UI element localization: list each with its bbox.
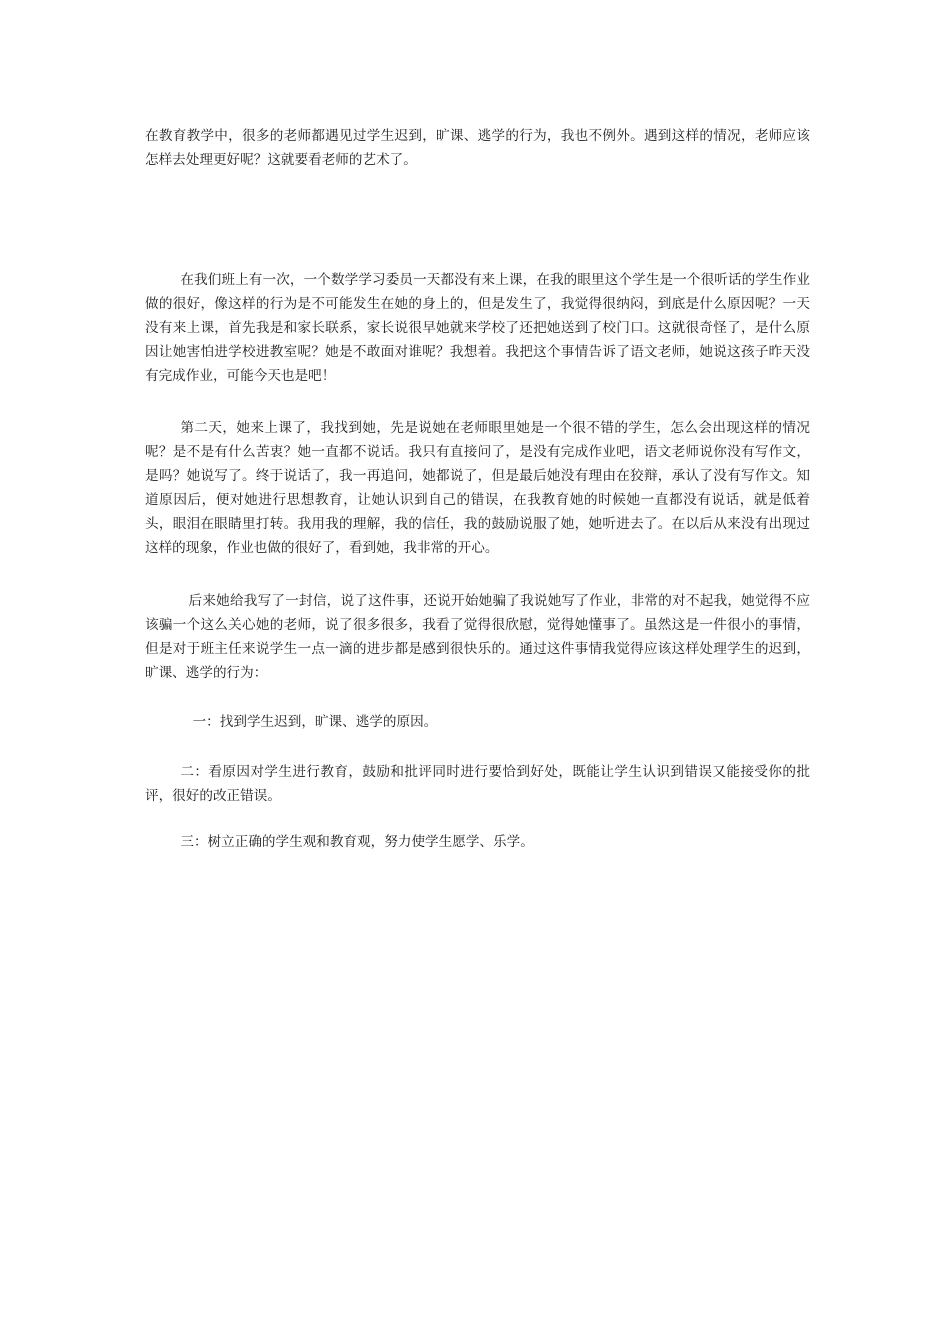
point-one: 一：找到学生迟到，旷课、逃学的原因。	[192, 714, 438, 730]
point-three: 三：树立正确的学生观和教育观，努力使学生愿学、乐学。	[180, 834, 534, 850]
next-day-paragraph: 第二天，她来上课了，我找到她，先是说她在老师眼里她是一个很不错的学生，怎么会出现这样的情况呢？是不是有什么苦衷？她一直都不说话。我只有直接问了，是没有完成作业吧，语文老师说你没有写作文，是吗？她说写了。终于说话了，我一再追问，她都说了，但是最后她没有理由在狡辩，承认了没有写作文。知道原因后，便对她进行思想教育，让她认识到自己的错误，在我教育她的时候她一直都没有说话，就是低着头，眼泪在眼睛里打转。我用我的理解，我的信任，我的鼓励说服了她，她听进去了。在以后从来没有出现过这样的现象，作业也做的很好了，看到她，我非常的开心。	[145, 420, 810, 556]
point-two: 二：看原因对学生进行教育，鼓励和批评同时进行要恰到好处，既能让学生认识到错误又能接受你的批评，很好的改正错误。	[145, 764, 810, 804]
story-paragraph: 在我们班上有一次，一个数学学习委员一天都没有来上课，在我的眼里这个学生是一个很听话的学生作业做的很好，像这样的行为是不可能发生在她的身上的，但是发生了，我觉得很纳闷，到底是什么原因呢？一天没有来上课，首先我是和家长联系，家长说很早她就来学校了还把她送到了校门口。这就很奇怪了，是什么原因让她害怕进学校进教室呢？她是不敢面对谁呢？我想着。我把这个事情告诉了语文老师，她说这孩子昨天没有完成作业，可能今天也是吧！	[145, 272, 810, 384]
intro-paragraph: 在教育教学中，很多的老师都遇见过学生迟到，旷课、逃学的行为，我也不例外。遇到这样的情况，老师应该怎样去处理更好呢？这就要看老师的艺术了。	[145, 128, 810, 168]
letter-paragraph: 后来她给我写了一封信，说了这件事，还说开始她骗了我说她写了作业，非常的对不起我，她觉得不应该骗一个这么关心她的老师，说了很多很多，我看了觉得很欣慰，觉得她懂事了。虽然这是一件很小的事情，但是对于班主任来说学生一点一滴的进步都是感到很快乐的。通过这件事情我觉得应该这样处理学生的迟到，旷课、逃学的行为：	[145, 593, 810, 681]
